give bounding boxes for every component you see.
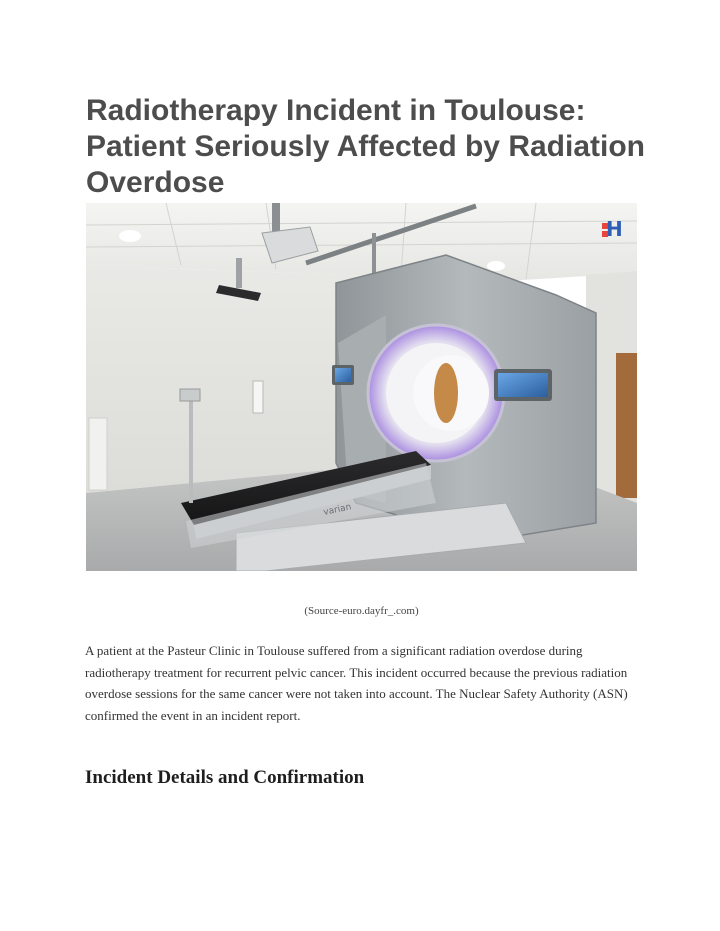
door bbox=[616, 353, 637, 498]
article-title: Radiotherapy Incident in Toulouse: Patient Seriously Affected by Radiation Overdose bbox=[86, 94, 645, 199]
site-logo bbox=[602, 217, 623, 241]
radiotherapy-room-photo bbox=[86, 203, 637, 571]
svg-text:H: H bbox=[606, 217, 623, 241]
section-heading: Incident Details and Confirmation bbox=[85, 767, 365, 788]
image-caption: (Source-euro.dayfr_.com) bbox=[304, 605, 419, 617]
article-paragraph: A patient at the Pasteur Clinic in Toulouse suffered from a significant radiation overdose during radiotherapy treatment for recurrent pelvic cancer. This incident occurred because the previous radiation overdose sessions for the same cancer were not taken into account. The Nuclear Safety Authority (ASN) confirmed the event in an incident report. bbox=[85, 643, 628, 723]
article-image bbox=[86, 203, 637, 571]
machine-brand-label: varian bbox=[322, 502, 353, 518]
